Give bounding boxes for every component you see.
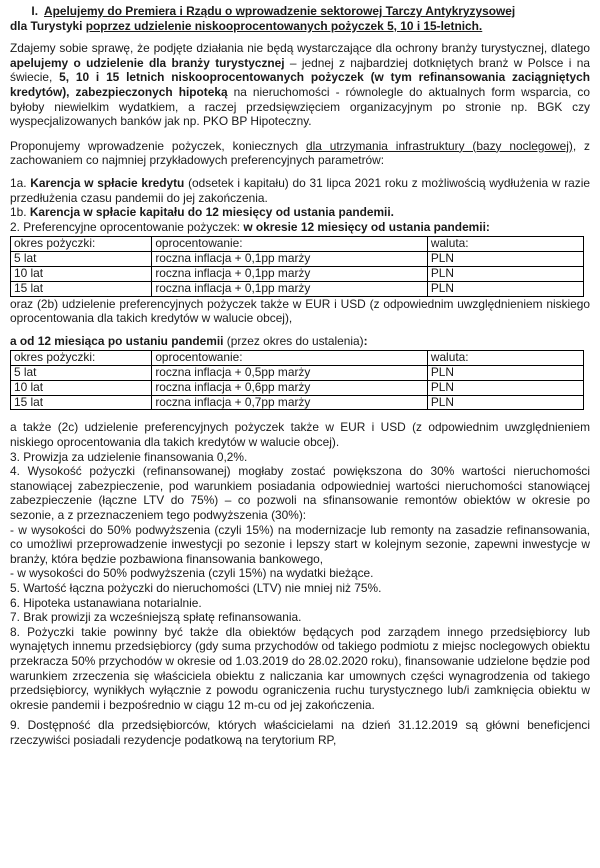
point-3: 3. Prowizja za udzielenie finansowania 0,2%. [10, 449, 248, 464]
second-period-bold: a od 12 miesiąca po ustaniu pandemii [10, 333, 224, 348]
intro-p2-text-c: , z zachowaniem co najmniej przykładowych preferencyjnych parametrów: [10, 138, 591, 168]
intro-p1-text-c: – jednej z najbardziej dotkniętych branż w Polsce i na świecie, [10, 55, 590, 85]
table-cell: 15 lat [11, 281, 152, 296]
intro-p1-bold-d: 5, 10 i 15 letnich niskooprocentowanych pożyczek (w tym refinansowania zaciągniętych kredytów), zabezpieczonych hipoteką [10, 70, 590, 99]
table-cell: PLN [427, 252, 583, 267]
second-period-rest: (przez okres do ustalenia) [223, 333, 364, 348]
point-1a-bold: Karencja w spłacie kredytu [30, 175, 185, 190]
loan-table-second-period [10, 350, 584, 410]
intro-p1-bold-b: apelujemy o udzielenie dla branży turystycznej [10, 55, 285, 70]
point-8: 8. Pożyczki takie powinny być także dla obiektów będących pod zarządem innego przedsiębiorcy lub wynajętych innemu przedsiębiorcy (gdy suma przychodów od takiego podmiotu z miejsc noclegowych obiektu przekracza 50% przychodów w okresie od 1.03.2019 do 28.02.2020 roku), finansowanie udzielone będzie pod warunkiem zrzeczenia się właściciela obiektu z naliczania kar umownych części wynagrodzenia od takiego przedsiębiorcy, wynikłych wyłącznie z powodu ograniczenia ruchu turystycznego lub/i zamknięcia obiektu w okresie pandemii i bezpośrednio w ciągu 12 m-cu od jej zakończenia. [10, 624, 590, 712]
table-cell: PLN [427, 395, 583, 410]
point-1a [10, 176, 590, 205]
section-heading [10, 4, 590, 19]
table-cell: roczna inflacja + 0,6pp marży [152, 380, 428, 395]
table-cell: 10 lat [11, 266, 152, 281]
intro-p1-text-a: Zdajemy sobie sprawę, że podjęte działania nie będą wystarczające dla ochrony branży turystycznej, dlatego [10, 41, 590, 56]
point-5: 5. Wartość łączna pożyczki do nieruchomości (LTV) nie mniej niż 75%. [10, 581, 382, 595]
point-2-prefix: 2. Preferencyjne oprocentowanie pożyczek: [10, 219, 244, 234]
point-2 [10, 220, 590, 235]
table-row [11, 380, 584, 395]
point-4-dash-2: - w wysokości do 50% podwyższenia (czyli 15%) na wydatki bieżące. [10, 566, 374, 581]
table-cell: PLN [427, 366, 583, 381]
loan-table-first-period [10, 236, 584, 296]
table-cell: 15 lat [11, 395, 152, 410]
table-cell: 5 lat [11, 252, 152, 267]
heading-line-1: Apelujemy do Premiera i Rządu o wprowadzenie sektorowej Tarczy Antykryzysowej [44, 4, 516, 18]
point-6: 6. Hipoteka ustanawiana notarialnie. [10, 595, 202, 610]
point-1b-bold: Karencja w spłacie kapitału do 12 miesięcy od ustania pandemii. [29, 205, 394, 220]
table-header-row [11, 351, 584, 366]
table-header-cell: okres pożyczki: [11, 237, 152, 252]
table-header-cell: okres pożyczki: [11, 351, 152, 366]
section-number: I. [31, 4, 38, 18]
table-cell: 10 lat [11, 380, 152, 395]
heading-line-2 [10, 19, 590, 34]
table-row [11, 281, 584, 296]
table-row [11, 395, 584, 410]
point-7: 7. Brak prowizji za wcześniejszą spłatę refinansowania. [10, 610, 302, 625]
table-cell: PLN [427, 266, 583, 281]
point-9: 9. Dostępność dla przedsiębiorców, których właścicielami na dzień 31.12.2019 są główni beneficjenci rzeczywiści posiadali rezydencje podatkową na terytorium RP, [10, 718, 590, 747]
table-cell: roczna inflacja + 0,7pp marży [152, 395, 428, 410]
table-cell: roczna inflacja + 0,1pp marży [152, 281, 428, 296]
table-row [11, 252, 584, 267]
table-cell: roczna inflacja + 0,5pp marży [152, 366, 428, 381]
point-4-dash-1: - w wysokości do 50% podwyższenia (czyli 15%) na modernizacje lub remonty na zasadzie refinansowania, co umożliwi przeprowadzenie inwestycji po sezonie i lepszy start w kolejnym sezonie, zapewni inwestycje w branży, która będzie pozbawiona finansowania bankowego, [10, 522, 590, 566]
point-4: 4. Wysokość pożyczki (refinansowanej) mogłaby zostać powiększona do 30% wartości nieruchomości stanowiącej zabezpieczenie, pod warunkiem posiadania odpowiedniej wartości nieruchomości stanowiącej zabezpieczenie (łączne LTV do 75%) – co pozwoli na sfinansowanie remontów obiektów w okresie po sezonie, a z przeznaczeniem tego podwyższenia (30%): [10, 464, 590, 523]
table-cell: PLN [427, 380, 583, 395]
point-2b-text: oraz (2b) udzielenie preferencyjnych pożyczek także w EUR i USD (z odpowiednim uwzględnieniem niskiego oprocentowania dla takich kredytów w walucie obcej), [10, 296, 590, 326]
table-cell: 5 lat [11, 366, 152, 381]
table-cell: roczna inflacja + 0,1pp marży [152, 266, 428, 281]
table-row [11, 366, 584, 381]
point-1a-rest: (odsetek i kapitału) do 31 lipca 2021 roku z możliwością wydłużenia w razie przedłużenia czasu pandemii do jej zakończenia. [10, 175, 590, 205]
heading-line-2-plain: dla Turystyki [10, 18, 86, 33]
table-cell: PLN [427, 281, 583, 296]
table-header-cell: waluta: [427, 351, 583, 366]
table-header-cell: oprocentowanie: [152, 237, 428, 252]
table-header-row [11, 237, 584, 252]
point-1b [10, 205, 590, 220]
intro-p2-text-a: Proponujemy wprowadzenie pożyczek, koniecznych [10, 138, 306, 153]
intro-p2-underlined-b: dla utrzymania infrastruktury (bazy noclegowej) [305, 138, 573, 153]
table-row [11, 266, 584, 281]
second-period-colon: : [363, 333, 368, 348]
point-2c-text: a także (2c) udzielenie preferencyjnych pożyczek także w EUR i USD (z odpowiednim uwzględnieniem niskiego oprocentowania dla takich kredytów w walucie obcej). [10, 420, 590, 450]
intro-p1-text-e: na nieruchomości - równolegle do aktualnych form wsparcia, co byłoby niewielkim wydatkiem, a raczej przedsięwzięciem organizacyjnym po stronie np. BGK czy wyspecjalizowanych banków jak np. PKO BP Hipoteczny. [10, 84, 590, 129]
heading-line-2-underlined: poprzez udzielenie niskooprocentowanych pożyczek 5, 10 i 15-letnich. [85, 18, 483, 33]
point-1a-prefix: 1a. [10, 175, 31, 190]
point-2-bold: w okresie 12 miesięcy od ustania pandemii: [243, 219, 490, 234]
table-header-cell: oprocentowanie: [152, 351, 428, 366]
table-cell: roczna inflacja + 0,1pp marży [152, 252, 428, 267]
point-1b-prefix: 1b. [10, 205, 30, 220]
intro-paragraph-1 [10, 41, 590, 129]
table-header-cell: waluta: [427, 237, 583, 252]
intro-paragraph-2 [10, 139, 590, 168]
second-period-label [10, 334, 590, 349]
